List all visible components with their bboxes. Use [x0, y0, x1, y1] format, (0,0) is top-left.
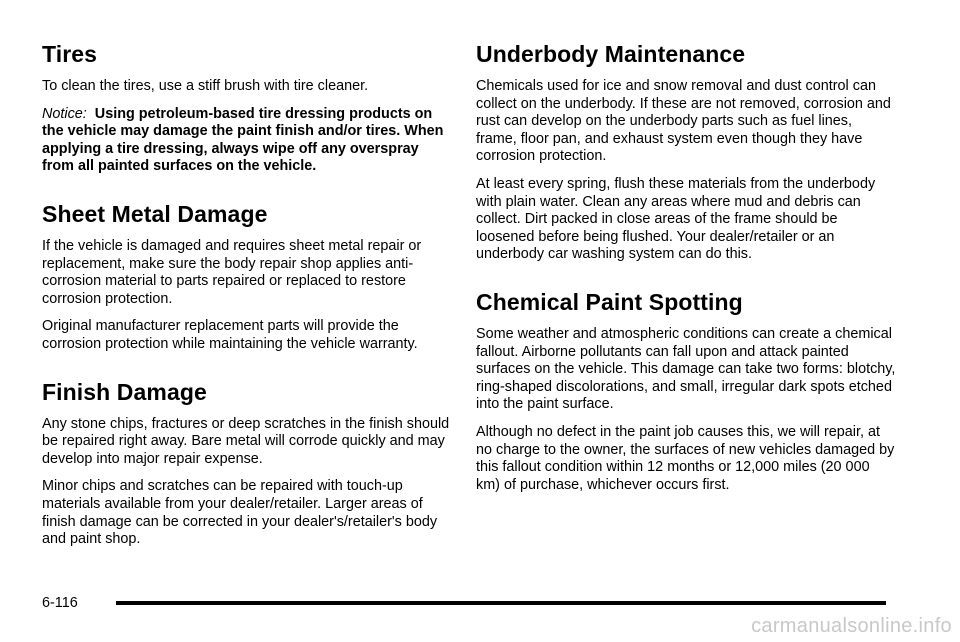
- heading-tires: Tires: [42, 41, 98, 67]
- sheet-metal-paragraph-2: Original manufacturer replacement parts will provide the corrosion protection while maintaining the vehicle warranty.: [42, 318, 418, 352]
- tires-notice: [42, 106, 452, 176]
- chemical-paint-paragraph-1: Some weather and atmospheric conditions can create a chemical fallout. Airborne pollutants can fall upon and attack painted surfaces on the vehicle. This damage can take two forms: blotchy, ring-shaped discolorations, and small, irregular dark spots etched into the paint surface.: [476, 325, 896, 413]
- chemical-paint-paragraph-2: Although no defect in the paint job causes this, we will repair, at no charge to the owner, the surfaces of new vehicles damaged by this fallout condition within 12 months or 12,000 miles (20 000 km) of purchase, whichever occurs first.: [476, 423, 895, 493]
- tires-paragraph-1: To clean the tires, use a stiff brush with tire cleaner.: [42, 78, 369, 94]
- heading-sheet-metal-damage: Sheet Metal Damage: [42, 200, 268, 227]
- finish-damage-paragraph-1: Any stone chips, fractures or deep scratches in the finish should be repaired right away. Bare metal will corrode quickly and may develop into major repair expense.: [42, 415, 450, 467]
- section-sheet-metal-damage: [42, 200, 452, 354]
- notice-body: Using petroleum-based tire dressing products on the vehicle may damage the paint finish and/or tires. When applying a tire dressing, always wipe off any overspray from all painted surfaces on the vehicle.: [42, 105, 444, 175]
- page-number: 6-116: [42, 595, 78, 611]
- heading-underbody-maintenance: Underbody Maintenance: [476, 41, 746, 67]
- watermark: carmanualsonline.info: [751, 615, 952, 637]
- section-chemical-paint-spotting: [476, 288, 896, 494]
- section-finish-damage: [42, 378, 452, 549]
- heading-chemical-paint-spotting: Chemical Paint Spotting: [476, 288, 743, 315]
- footer-rule: [116, 601, 886, 605]
- finish-damage-paragraph-2: Minor chips and scratches can be repaired with touch-up materials available from your dealer/retailer. Larger areas of finish damage can be corrected in your dealer's/retailer's body and paint shop.: [42, 478, 438, 548]
- underbody-paragraph-1: Chemicals used for ice and snow removal and dust control can collect on the underbody. If these are not removed, corrosion and rust can develop on the underbody parts such as fuel lines, frame, floor pan, and exhaust system even though they have corrosion protection.: [476, 78, 891, 165]
- underbody-paragraph-2: At least every spring, flush these materials from the underbody with plain water. Clean any areas where mud and debris can collect. Dirt packed in close areas of the frame should be loosened before being flushed. Your dealer/retailer or an underbody car washing system can do this.: [476, 175, 876, 263]
- section-tires: [42, 40, 452, 176]
- notice-label: Notice:: [42, 105, 87, 122]
- heading-finish-damage: Finish Damage: [42, 378, 207, 405]
- sheet-metal-paragraph-1: If the vehicle is damaged and requires sheet metal repair or replacement, make sure the body repair shop applies anti-corrosion material to parts repaired or replaced to restore corrosion protection.: [42, 237, 422, 307]
- section-underbody-maintenance: [476, 40, 896, 264]
- left-column: [42, 40, 452, 559]
- right-column: [476, 40, 896, 504]
